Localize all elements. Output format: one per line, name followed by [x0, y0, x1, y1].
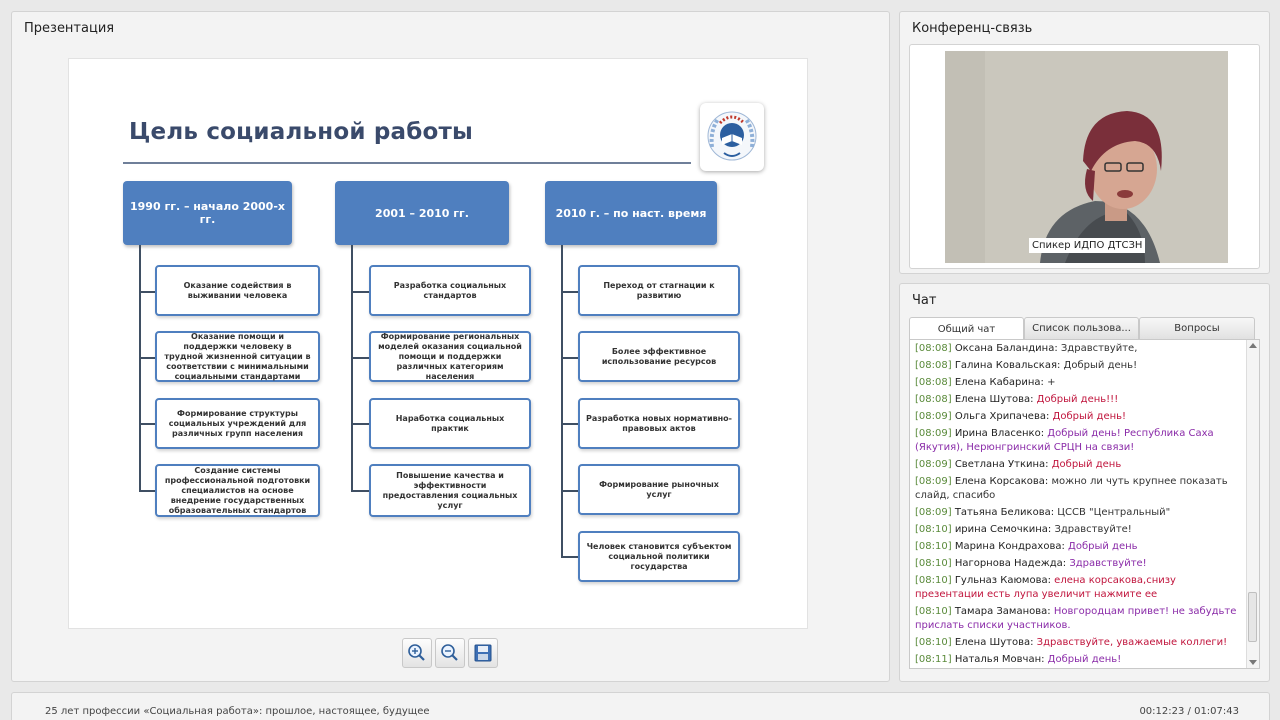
chat-message [915, 458, 1243, 472]
message-author: Галина Ковальская: [954, 360, 1061, 371]
message-text: можно ли чуть крупнее показать слайд, спасибо [915, 476, 1228, 501]
chat-message [915, 636, 1243, 650]
connector-line [139, 357, 155, 359]
player-footer [11, 692, 1270, 720]
chat-message [915, 410, 1243, 424]
slide-title: Цель социальной работы [129, 119, 474, 145]
chat-message [915, 506, 1243, 520]
message-time: [08:09] [915, 411, 952, 422]
message-text: Добрый день! [1052, 411, 1127, 422]
message-time: [08:08] [915, 377, 952, 388]
chat-scrollbar[interactable] [1246, 340, 1259, 668]
zoom-out-icon [436, 639, 464, 667]
diagram-box: Более эффективное использование ресурсов [578, 331, 740, 382]
tab-user-list[interactable]: Список пользова... [1024, 317, 1139, 339]
diagram-box: Формирование структуры социальных учреждений для различных групп населения [155, 398, 320, 449]
diagram-box: Создание системы профессиональной подготовки специалистов на основе внедрение государственных образовательных стандартов [155, 464, 320, 517]
connector-line [561, 490, 578, 492]
connector-line [561, 291, 578, 293]
connector-line [139, 245, 141, 491]
message-list [915, 342, 1243, 669]
chat-message [915, 342, 1243, 356]
message-text: Добрый день! [1047, 654, 1122, 665]
diagram-box: Разработка социальных стандартов [369, 265, 531, 316]
chat-message [915, 523, 1243, 537]
connector-line [351, 490, 369, 492]
message-author: Оксана Баландина: [954, 343, 1058, 354]
connector-line [139, 490, 155, 492]
chat-message [915, 653, 1243, 667]
connector-line [561, 357, 578, 359]
title-underline [123, 162, 691, 164]
zoom-out-button[interactable] [435, 638, 465, 668]
connector-line [351, 291, 369, 293]
message-author: Елена Шутова: [954, 637, 1034, 648]
presentation-panel [11, 11, 890, 682]
message-text: Добрый день!!! [1036, 394, 1119, 405]
chat-message [915, 557, 1243, 571]
message-author: Татьяна Беликова: [954, 507, 1055, 518]
message-text: Добрый день [1068, 541, 1138, 552]
message-text: ЦССВ "Центральный" [1057, 507, 1171, 518]
column-header-2: 2001 – 2010 гг. [335, 181, 509, 245]
chat-messages-area[interactable] [909, 339, 1260, 669]
message-time: [08:09] [915, 507, 952, 518]
diagram-box: Оказание помощи и поддержки человеку в трудной жизненной ситуации в соответствии с минимальными социальными стандартами [155, 331, 320, 382]
webinar-title: 25 лет профессии «Социальная работа»: прошлое, настоящее, будущее [45, 706, 430, 717]
video-frame [909, 44, 1260, 269]
playback-time: 00:12:23 / 01:07:43 [1139, 706, 1239, 717]
scroll-down-icon[interactable] [1249, 660, 1257, 665]
message-author: Елена Шутова: [954, 394, 1034, 405]
save-button[interactable] [468, 638, 498, 668]
chat-panel-title: Чат [912, 293, 937, 308]
message-time: [08:09] [915, 459, 952, 470]
message-author: Ольга Хрипачева: [954, 411, 1050, 422]
message-author: Ирина Власенко: [954, 428, 1045, 439]
message-text: Здравствуйте, уважаемые коллеги! [1036, 637, 1228, 648]
chat-message [915, 574, 1243, 602]
chat-message [915, 376, 1243, 390]
column-header-1: 1990 гг. – начало 2000-х гг. [123, 181, 292, 245]
chat-message [915, 475, 1243, 503]
diagram-box: Разработка новых нормативно-правовых актов [578, 398, 740, 449]
message-text: Новгородцам привет! не забудьте прислать списки участников. [915, 606, 1237, 631]
message-time: [08:10] [915, 558, 952, 569]
message-author: Тамара Заманова: [954, 606, 1051, 617]
chat-message [915, 427, 1243, 455]
message-time: [08:08] [915, 343, 952, 354]
diagram-box: Оказание содействия в выживании человека [155, 265, 320, 316]
tab-general-chat[interactable]: Общий чат [909, 317, 1024, 340]
column-header-3: 2010 г. – по наст. время [545, 181, 717, 245]
message-text: Здравствуйте, [1060, 343, 1138, 354]
diagram-box: Человек становится субъектом социальной политики государства [578, 531, 740, 582]
message-author: Светлана Уткина: [954, 459, 1049, 470]
chat-message [915, 540, 1243, 554]
scroll-thumb[interactable] [1248, 592, 1257, 642]
message-author: Елена Кабарина: [954, 377, 1044, 388]
message-author: ирина Семочкина: [954, 524, 1052, 535]
message-time: [08:09] [915, 476, 952, 487]
message-time: [08:08] [915, 360, 952, 371]
diagram-box: Формирование региональных моделей оказания социальной помощи и поддержки различных категориям населения [369, 331, 531, 382]
diagram-box: Повышение качества и эффективности предоставления социальных услуг [369, 464, 531, 517]
zoom-in-icon [403, 639, 431, 667]
message-time: [08:10] [915, 524, 952, 535]
message-time: [08:10] [915, 575, 952, 586]
diagram-box: Наработка социальных практик [369, 398, 531, 449]
message-text: елена корсакова,снизу презентации есть лупа увеличит нажмите ее [915, 575, 1176, 600]
chat-message [915, 393, 1243, 407]
connector-line [561, 556, 578, 558]
message-time: [08:11] [915, 654, 952, 665]
message-text: Здравствуйте! [1054, 524, 1132, 535]
connector-line [139, 291, 155, 293]
scroll-up-icon[interactable] [1249, 343, 1257, 348]
message-time: [08:10] [915, 541, 952, 552]
connector-line [139, 423, 155, 425]
slide [68, 58, 808, 629]
conference-panel [899, 11, 1270, 274]
connector-line [351, 423, 369, 425]
message-text: Добрый день [1051, 459, 1122, 470]
message-time: [08:10] [915, 606, 952, 617]
tab-questions[interactable]: Вопросы [1139, 317, 1255, 339]
message-time: [08:10] [915, 637, 952, 648]
message-author: Марина Кондрахова: [954, 541, 1065, 552]
speaker-video[interactable] [945, 51, 1228, 263]
save-icon [469, 639, 497, 667]
diagram-box: Формирование рыночных услуг [578, 464, 740, 515]
presentation-panel-title: Презентация [24, 21, 115, 36]
diagram-box: Переход от стагнации к развитию [578, 265, 740, 316]
conference-panel-title: Конференц-связь [912, 21, 1033, 36]
chat-message [915, 359, 1243, 373]
emblem-logo-icon [700, 103, 764, 171]
message-text: + [1047, 377, 1056, 388]
speaker-person-image [945, 51, 1228, 263]
chat-panel [899, 283, 1270, 682]
message-text: Добрый день! Республика Саха (Якутия), Нерюнгринский СРЦН на связи! [915, 428, 1214, 453]
message-time: [08:09] [915, 428, 952, 439]
connector-line [351, 245, 353, 491]
message-author: Елена Корсакова: [954, 476, 1049, 487]
connector-line [561, 423, 578, 425]
connector-line [351, 357, 369, 359]
message-text: Добрый день! [1063, 360, 1138, 371]
message-author: Гульназ Каюмова: [954, 575, 1051, 586]
message-time: [08:08] [915, 394, 952, 405]
message-author: Наталья Мовчан: [954, 654, 1045, 665]
chat-message [915, 605, 1243, 633]
message-author: Нагорнова Надежда: [954, 558, 1067, 569]
speaker-label: Спикер ИДПО ДТСЗН [1029, 238, 1145, 253]
message-text: Здравствуйте! [1069, 558, 1147, 569]
chat-tabs [909, 317, 1255, 339]
zoom-in-button[interactable] [402, 638, 432, 668]
